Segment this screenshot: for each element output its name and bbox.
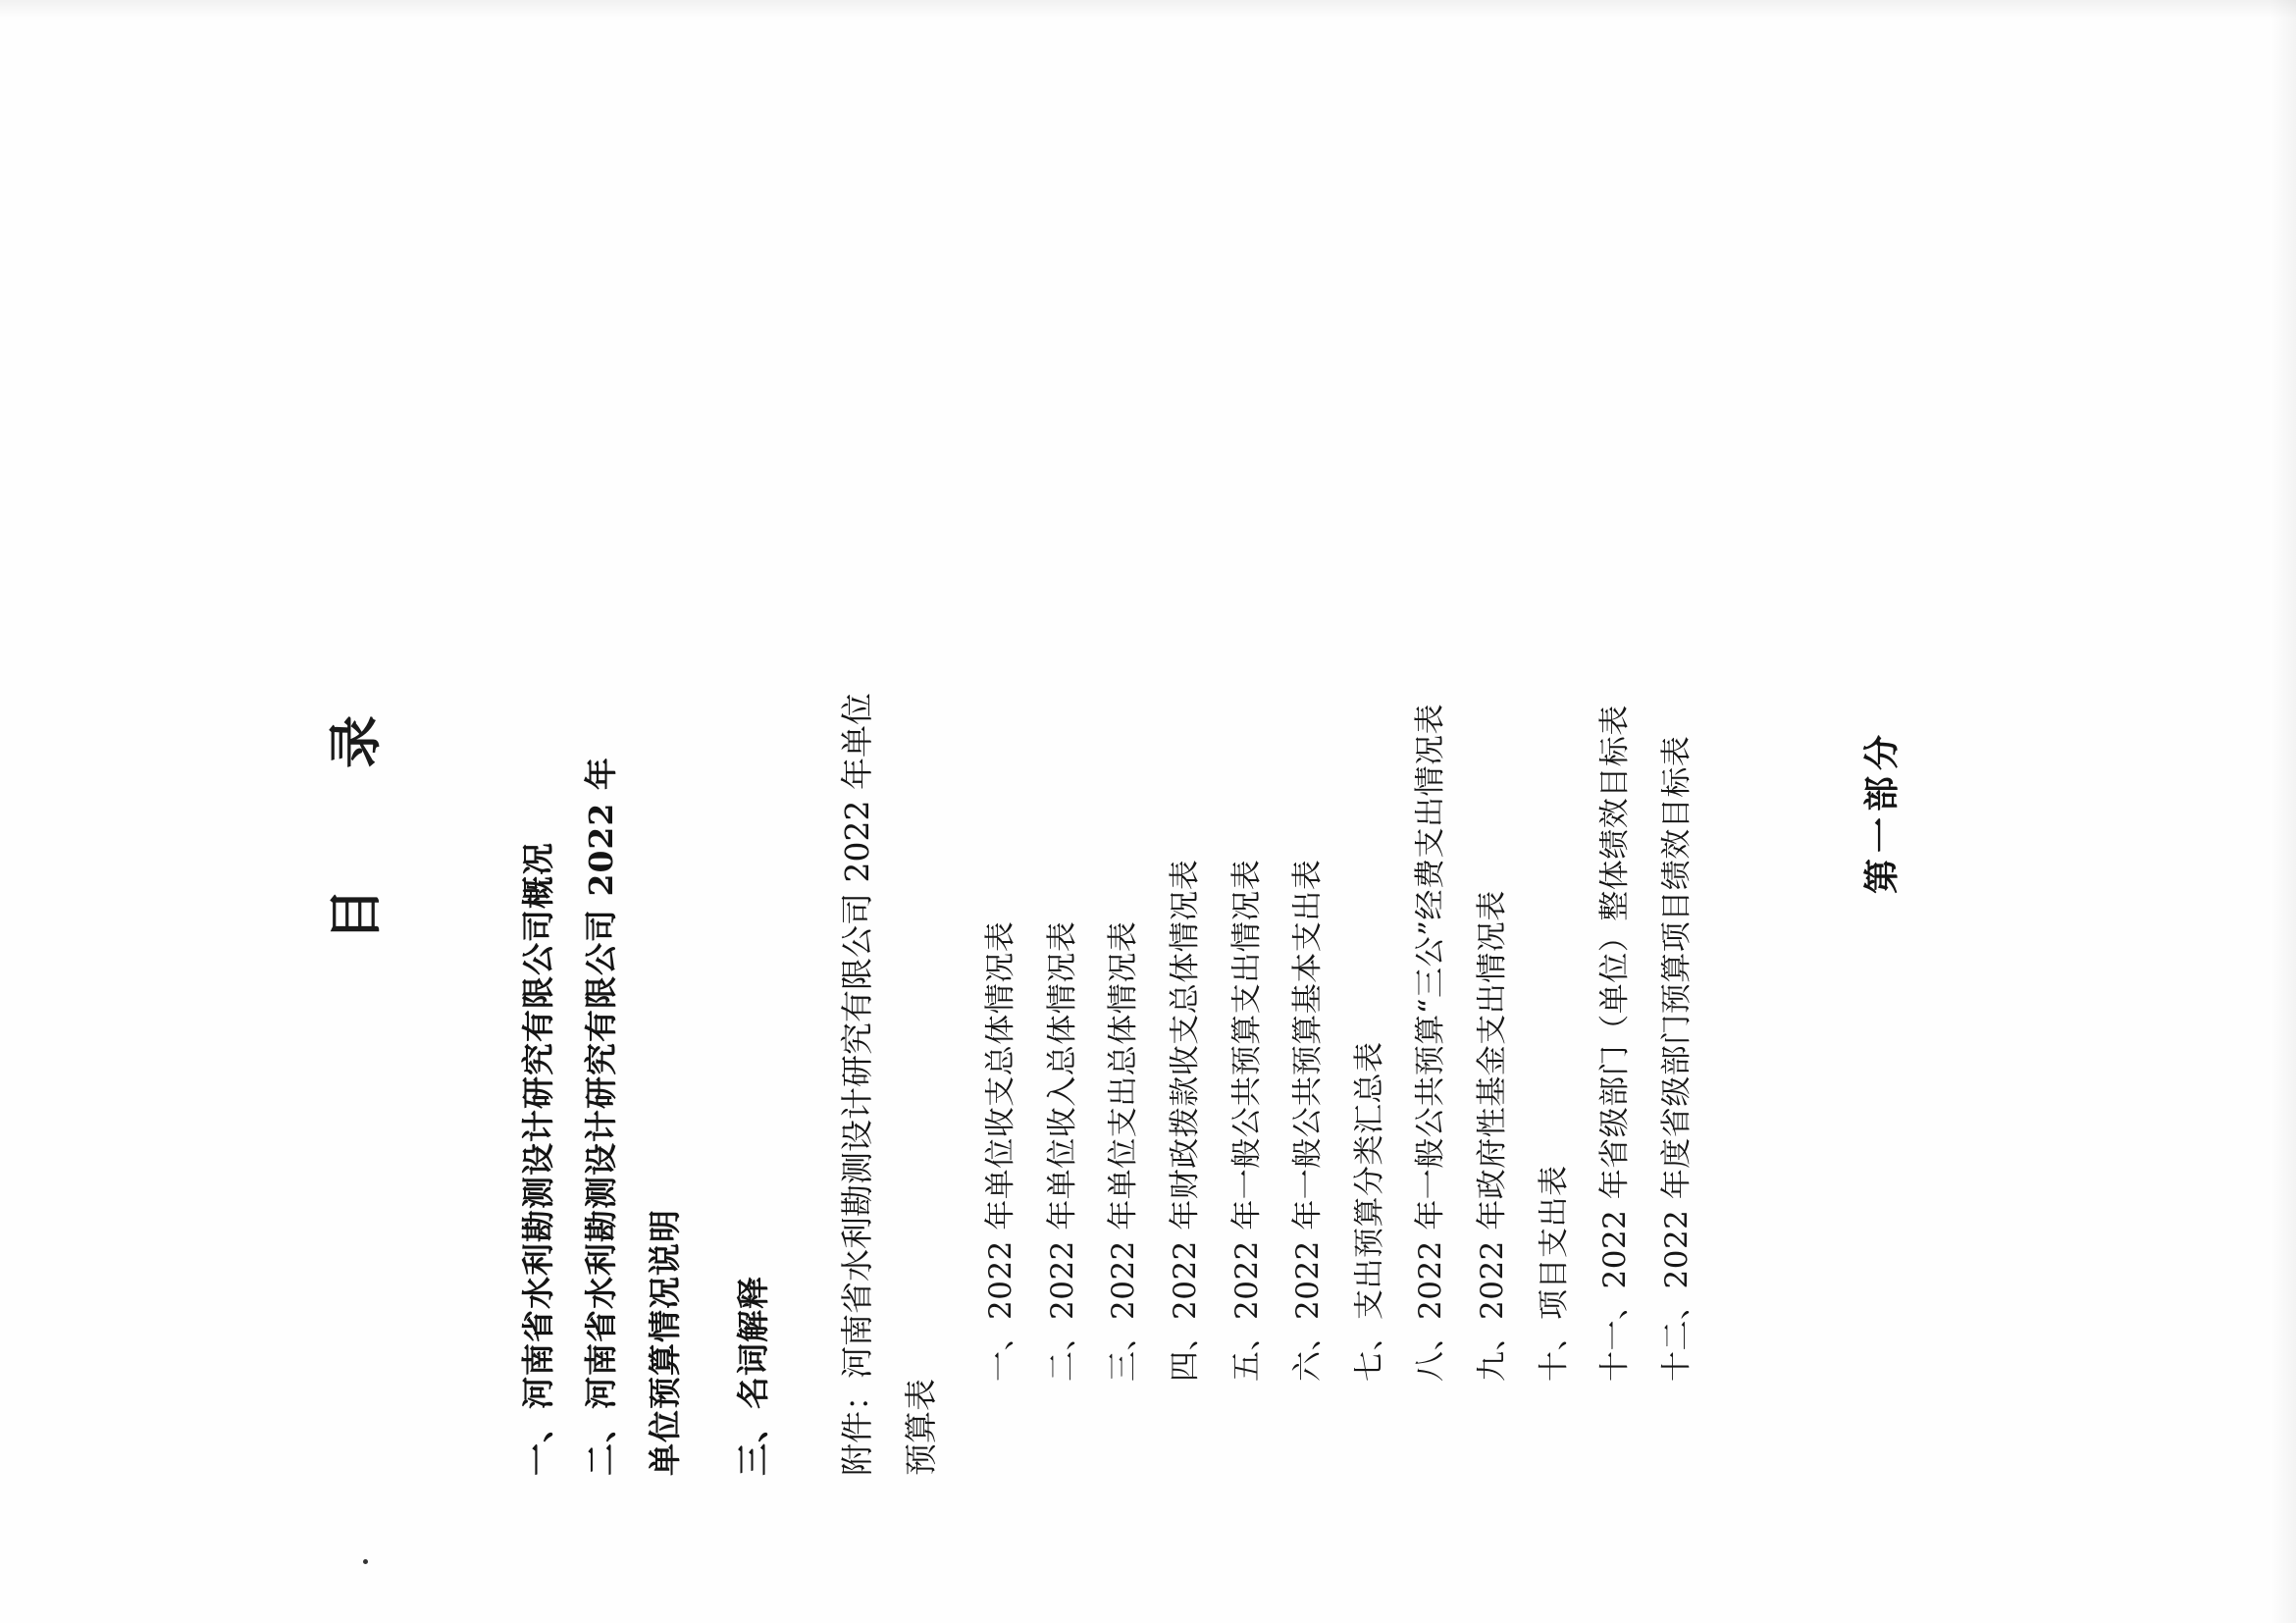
- list-item: 二、2022 年单位收入总体情况表: [1044, 920, 1080, 1382]
- page-title: 目 录: [324, 682, 387, 941]
- scan-artifact-dot: [363, 1559, 368, 1564]
- attachment-block: [826, 147, 1707, 1476]
- list-item: 六、2022 年一般公共预算基本支出表: [1290, 859, 1327, 1382]
- toc-item-3: 三、名词解释: [734, 1276, 773, 1476]
- list-item: 四、2022 年财政拨款收支总体情况表: [1167, 859, 1203, 1382]
- list-item: 三、2022 年单位支出总体情况表: [1106, 920, 1142, 1382]
- attachment-title-line-2: 预算表: [901, 1379, 940, 1476]
- list-item: 五、2022 年一般公共预算支出情况表: [1228, 859, 1265, 1382]
- list-item: 十、项目支出表: [1536, 1165, 1572, 1382]
- attachment-table-list: [970, 147, 1707, 1476]
- toc-item-2-cont: 单位预算情况说明: [645, 1209, 684, 1476]
- list-item: 九、2022 年政府性基金支出情况表: [1474, 890, 1510, 1382]
- list-item: 十二、2022 年度省级部门预算项目绩效目标表: [1658, 735, 1695, 1382]
- section-part-heading: 第一部分: [1861, 729, 1904, 895]
- list-item: 七、支出预算分类汇总表: [1351, 1041, 1387, 1382]
- list-item: 十一、2022 年省级部门（单位）整体绩效目标表: [1597, 705, 1634, 1382]
- attachment-title-line-1: 附件：河南省水利勘测设计研究有限公司 2022 年单位: [838, 693, 877, 1476]
- spacer: [697, 147, 722, 1476]
- toc-item-1: 一、河南省水利勘测设计研究有限公司概况: [519, 842, 557, 1476]
- table-of-contents: [507, 147, 785, 1476]
- list-item: 八、2022 年一般公共预算“三公”经费支出情况表: [1413, 704, 1449, 1382]
- toc-item-2: 二、河南省水利勘测设计研究有限公司 2022 年: [582, 757, 621, 1476]
- list-item: 一、2022 年单位收支总体情况表: [983, 920, 1019, 1382]
